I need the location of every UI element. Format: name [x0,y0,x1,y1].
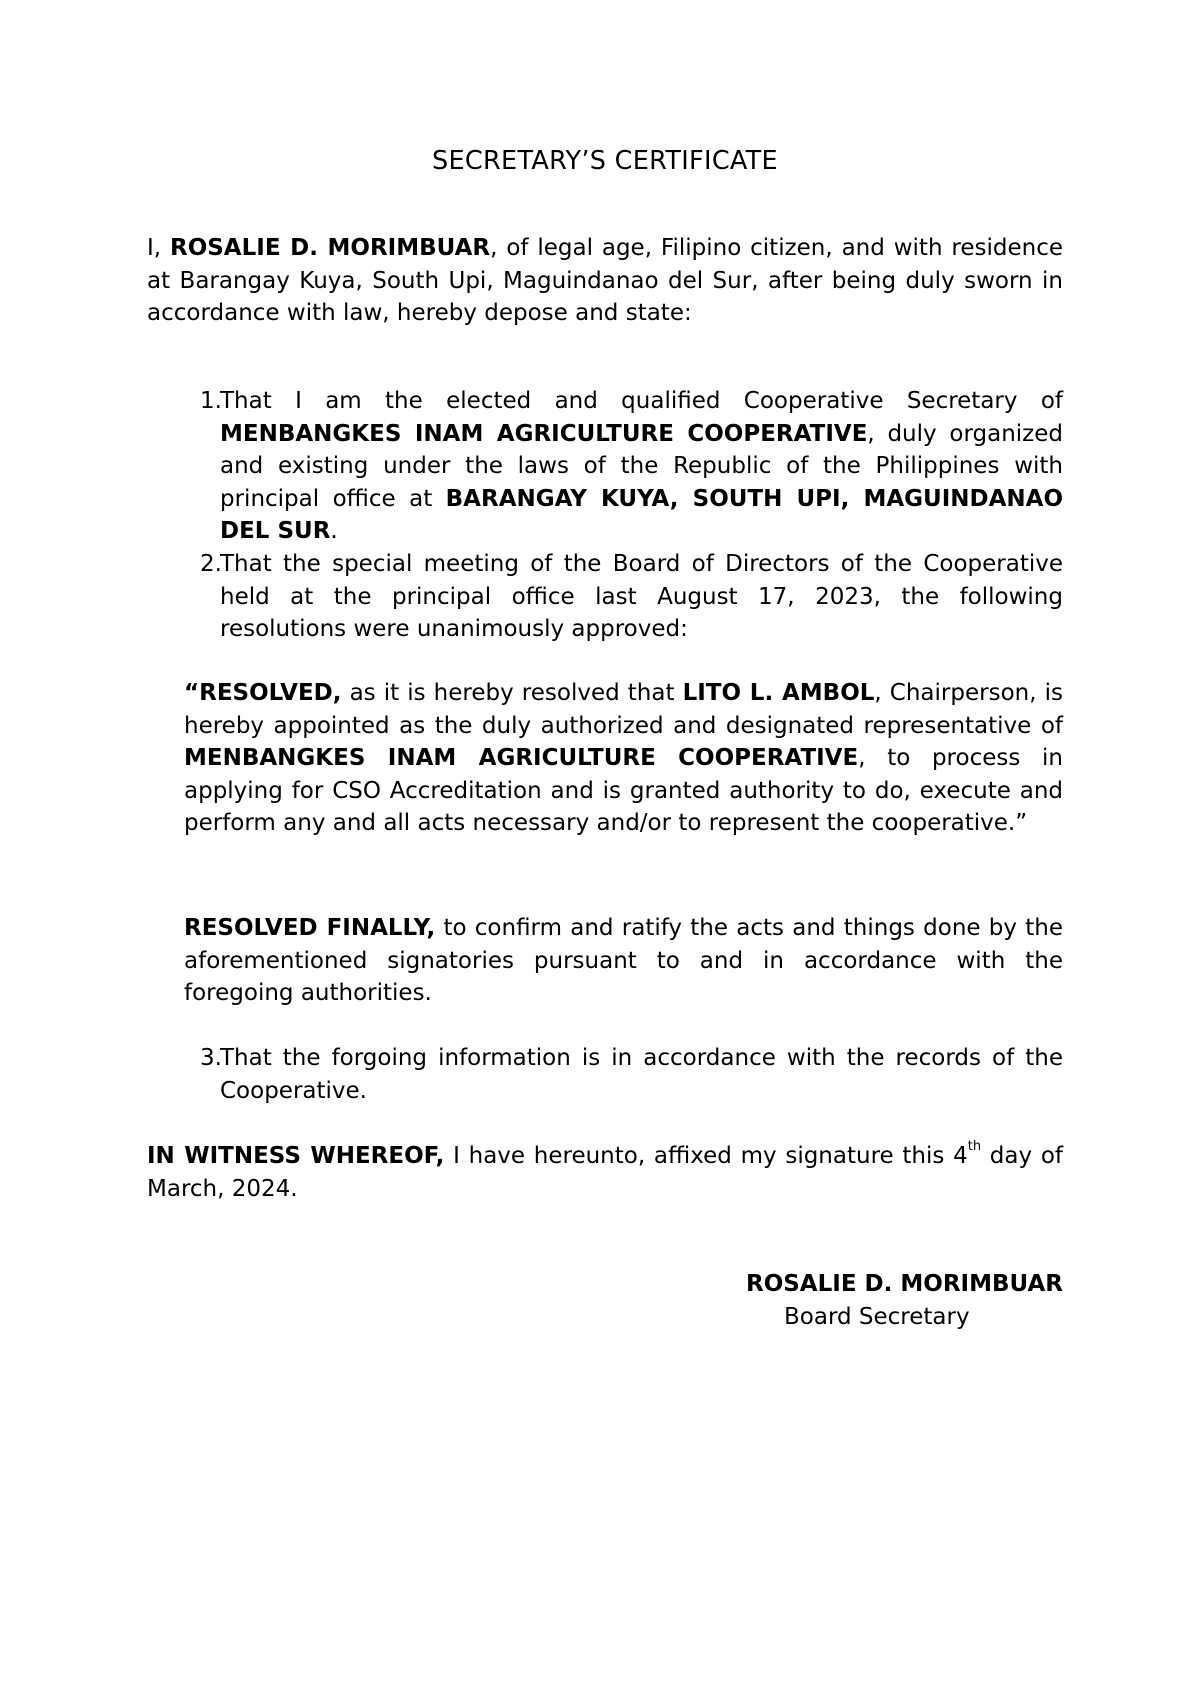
list-item-3-text: That the forgoing information is in accordance with the records of the Cooperative. [220,1045,1063,1104]
resolution-finally-lead: RESOLVED FINALLY, [184,915,436,941]
item1-address: BARANGAY KUYA, SOUTH UPI, MAGUINDANAO DEL SUR [220,485,1063,545]
signatory-title: Board Secretary [784,1304,970,1330]
list-number-2: 2. [200,551,222,577]
witness-lead: IN WITNESS WHEREOF, [147,1143,445,1169]
list-item-1-text [220,385,1063,548]
item1-text-c: . [330,518,338,545]
intro-text-start: I, [147,235,170,261]
list-item-2-text: That the special meeting of the Board of Directors of the Cooperative held at the principal office last August 17, 2023, the following resolutions were unanimously approved: [220,551,1063,643]
resolution-finally-text: to confirm and ratify the acts and things done by the aforementioned signatories pursuant to and in accordance with the foregoing authorities. [184,915,1063,1007]
intro-text-end: , of legal age, Filipino citizen, and with residence at Barangay Kuya, South Upi, Maguindanao del Sur, after being duly sworn in accordance with law, hereby depose and state: [147,235,1063,327]
resolution-text-c: , to process in applying for CSO Accreditation and is granted authority to do, execute and perform any and all acts necessary and/or to represent the cooperative.” [184,745,1063,837]
resolution-paragraph [184,677,1063,840]
witness-text-a: I have hereunto, affixed my signature this 4 [444,1143,968,1169]
resolution-lead: “RESOLVED, [184,680,342,706]
item1-text-b: , duly organized and existing under the laws of the Republic of the Philippines with principal office at [220,420,1063,512]
intro-name: ROSALIE D. MORIMBUAR [169,235,491,261]
witness-text-b: day of March, 2024. [147,1143,1063,1202]
document-title: SECRETARY’S CERTIFICATE [432,146,778,176]
list-number-3: 3. [200,1045,222,1071]
item1-text-a: That I am the elected and qualified Cooperative Secretary of [220,388,1063,414]
intro-paragraph [147,232,1063,330]
resolution-coop-name: MENBANGKES INAM AGRICULTURE COOPERATIVE [184,745,859,772]
resolution-person: LITO L. AMBOL [682,680,875,706]
list-number-1: 1. [200,388,222,414]
item1-coop-name: MENBANGKES INAM AGRICULTURE COOPERATIVE [220,420,868,447]
witness-ordinal: th [967,1139,982,1155]
resolution-text-a: as it is hereby resolved that [341,680,683,706]
resolution-finally-paragraph [184,912,1063,1010]
witness-paragraph [147,1140,1063,1205]
signatory-name: ROSALIE D. MORIMBUAR [745,1271,1063,1297]
resolution-text-b: , Chairperson, is hereby appointed as the duly authorized and designated representative of [184,680,1063,739]
